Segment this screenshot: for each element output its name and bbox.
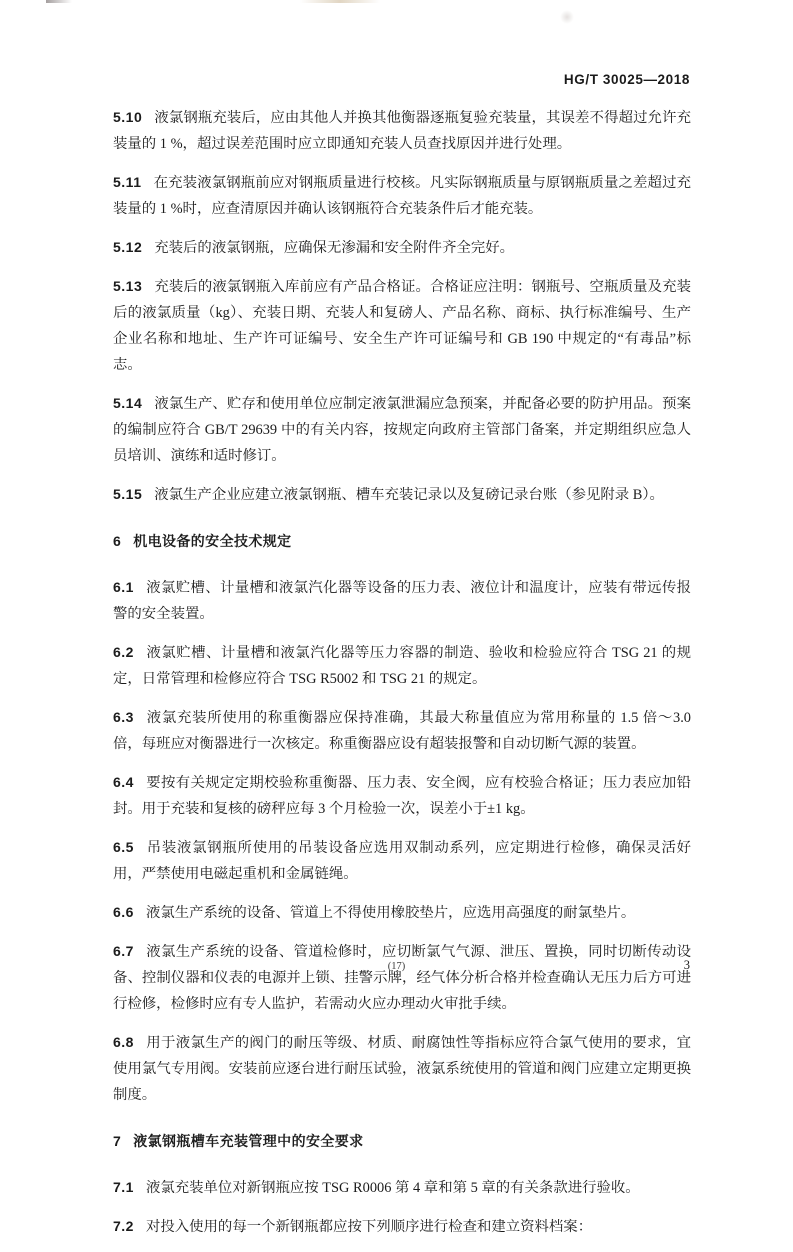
clause-number: 6.1 [113, 579, 134, 595]
clause-text: 液氯生产系统的设备、管道上不得使用橡胶垫片，应选用高强度的耐氯垫片。 [145, 905, 636, 921]
clause-5-13 [113, 273, 691, 378]
clause-text: 液氯充装所使用的称重衡器应保持准确，其最大称量值应为常用称量的 1.5 倍～3.0 倍，每班应对衡器进行一次核定。称重衡器应设有超装报警和自动切断气源的装置。 [113, 710, 691, 752]
running-header-standard-code: HG/T 30025—2018 [563, 72, 690, 87]
clause-5-10 [113, 104, 691, 157]
clause-text: 液氯贮槽、计量槽和液氯汽化器等设备的压力表、液位计和温度计，应装有带远传报警的安全装置。 [113, 580, 691, 622]
clause-number: 6.5 [113, 839, 134, 855]
clause-6-5 [113, 834, 691, 887]
clause-5-14 [113, 390, 691, 469]
clause-5-11 [113, 169, 691, 222]
clause-text: 充装后的液氯钢瓶，应确保无渗漏和安全附件齐全完好。 [154, 240, 515, 256]
clause-6-1 [113, 574, 691, 627]
clause-6-4 [113, 769, 691, 822]
clause-6-2 [113, 639, 691, 692]
clause-text: 液氯钢瓶充装后，应由其他人并换其他衡器逐瓶复验充装量，其误差不得超过允许充装量的 1 %，超过误差范围时应立即通知充装人员查找原因并进行处理。 [113, 110, 691, 152]
clause-7-2 [113, 1213, 691, 1240]
clause-number: 5.11 [113, 174, 142, 190]
clause-number: 5.14 [113, 395, 143, 411]
scan-artifact-top-right [560, 10, 574, 24]
clause-number: 5.10 [113, 109, 143, 125]
clause-6-3 [113, 704, 691, 757]
scan-artifact-top-left [46, 0, 72, 3]
clause-7-1 [113, 1174, 691, 1201]
clause-text: 充装后的液氯钢瓶入库前应有产品合格证。合格证应注明：钢瓶号、空瓶质量及充装后的液氯质量（kg）、充装日期、充装人和复磅人、产品名称、商标、执行标准编号、生产企业名称和地址、生产许可证编号、安全生产许可证编号和 GB 190 中规定的“有毒品”标志。 [113, 279, 691, 373]
clause-text: 对投入使用的每一个新钢瓶都应按下列顺序进行检查和建立资料档案： [145, 1219, 593, 1235]
clause-number: 6.2 [113, 644, 134, 660]
section-title: 液氯钢瓶槽车充装管理中的安全要求 [133, 1133, 364, 1149]
clause-text: 液氯贮槽、计量槽和液氯汽化器等压力容器的制造、验收和检验应符合 TSG 21 的规定，日常管理和检修应符合 TSG R5002 和 TSG 21 的规定。 [113, 645, 691, 687]
clause-text: 吊装液氯钢瓶所使用的吊装设备应选用双制动系列，应定期进行检修，确保灵活好用，严禁使用电磁起重机和金属链绳。 [113, 840, 691, 882]
clause-text: 液氯生产企业应建立液氯钢瓶、槽车充装记录以及复磅记录台账（参见附录 B）。 [154, 487, 664, 503]
clause-number: 6.4 [113, 774, 134, 790]
clause-number: 5.13 [113, 278, 143, 294]
clause-6-6 [113, 899, 691, 926]
clause-text: 用于液氯生产的阀门的耐压等级、材质、耐腐蚀性等指标应符合氯气使用的要求，宜使用氯气专用阀。安装前应逐台进行耐压试验，液氯系统使用的管道和阀门应建立定期更换制度。 [113, 1035, 691, 1103]
clause-number: 6.7 [113, 943, 134, 959]
document-body [113, 104, 691, 1252]
clause-number: 7.2 [113, 1218, 134, 1234]
footer-center-mark: (17) [387, 961, 406, 972]
section-heading-7 [113, 1128, 691, 1154]
section-number: 7 [113, 1133, 122, 1149]
clause-text: 在充装液氯钢瓶前应对钢瓶质量进行校核。凡实际钢瓶质量与原钢瓶质量之差超过充装量的 1 %时，应查清原因并确认该钢瓶符合充装条件后才能充装。 [113, 175, 691, 217]
clause-6-7 [113, 938, 691, 1017]
section-number: 6 [113, 533, 122, 549]
section-heading-6 [113, 528, 691, 554]
clause-5-12 [113, 234, 691, 261]
clause-number: 5.12 [113, 239, 143, 255]
clause-text: 要按有关规定定期校验称重衡器、压力表、安全阀，应有校验合格证；压力表应加铅封。用于充装和复核的磅秤应每 3 个月检验一次，误差小于±1 kg。 [113, 775, 691, 817]
clause-text: 液氯充装单位对新钢瓶应按 TSG R0006 第 4 章和第 5 章的有关条款进行验收。 [145, 1180, 640, 1196]
clause-text: 液氯生产系统的设备、管道检修时，应切断氯气气源、泄压、置换，同时切断传动设备、控制仪器和仪表的电源并上锁、挂警示牌，经气体分析合格并检查确认无压力后方可进行检修，检修时应有专人监护，若需动火应办理动火审批手续。 [113, 944, 691, 1012]
clause-number: 6.8 [113, 1034, 134, 1050]
section-title: 机电设备的安全技术规定 [133, 533, 292, 549]
clause-number: 7.1 [113, 1179, 134, 1195]
clause-number: 6.6 [113, 904, 134, 920]
footer-page-number: 3 [683, 958, 690, 972]
clause-number: 6.3 [113, 709, 134, 725]
clause-6-8 [113, 1029, 691, 1108]
clause-5-15 [113, 481, 691, 508]
scan-artifact-top-center [300, 0, 380, 3]
clause-number: 5.15 [113, 486, 143, 502]
clause-text: 液氯生产、贮存和使用单位应制定液氯泄漏应急预案，并配备必要的防护用品。预案的编制应符合 GB/T 29639 中的有关内容，按规定向政府主管部门备案，并定期组织应急人员培训、演练和适时修订。 [113, 396, 691, 464]
